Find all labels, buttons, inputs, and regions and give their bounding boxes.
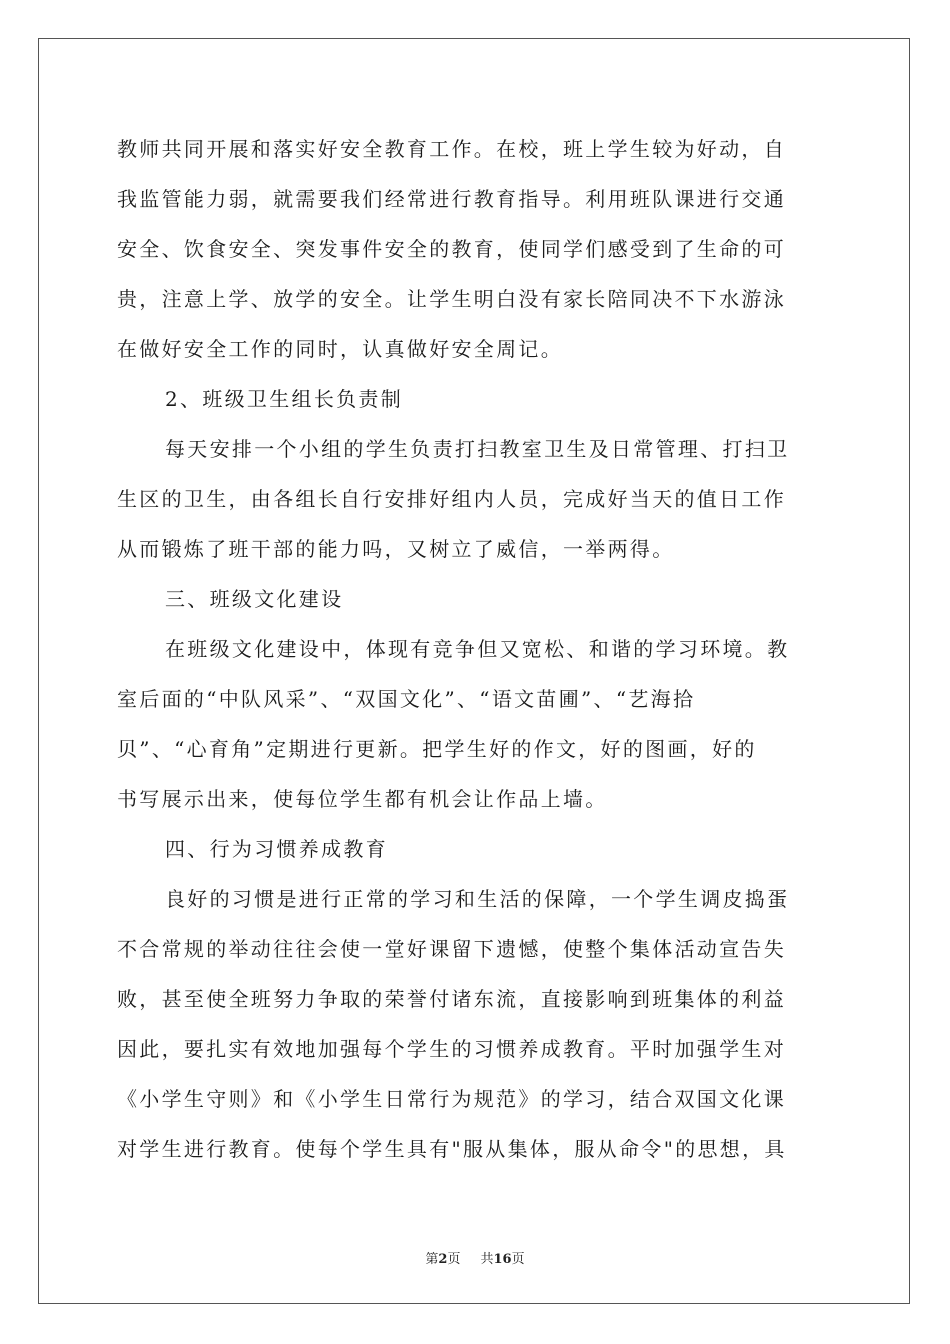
text-line: 对学生进行教育。使每个学生具有"服从集体，服从命令"的思想，具 xyxy=(117,1137,787,1161)
text-line: 在班级文化建设中，体现有竞争但又宽松、和谐的学习环境。教 xyxy=(165,637,790,661)
text-line: 不合常规的举动往往会使一堂好课留下遗憾，使整个集体活动宣告失 xyxy=(117,937,786,961)
text-line: 良好的习惯是进行正常的学习和生活的保障，一个学生调皮捣蛋 xyxy=(165,887,790,911)
text-line: 败，甚至使全班努力争取的荣誉付诸东流，直接影响到班集体的利益 xyxy=(117,987,786,1011)
section-heading: 四、行为习惯养成教育 xyxy=(165,837,388,861)
text-line: 安全、饮食安全、突发事件安全的教育，使同学们感受到了生命的可 xyxy=(117,237,786,261)
text-line: 因此，要扎实有效地加强每个学生的习惯养成教育。平时加强学生对 xyxy=(117,1037,786,1061)
section-heading: 2、班级卫生组长负责制 xyxy=(165,387,404,411)
section-heading: 三、班级文化建设 xyxy=(165,587,344,611)
total-suffix: 页 xyxy=(511,1252,525,1267)
text-line: 我监管能力弱，就需要我们经常进行教育指导。利用班队课进行交通 xyxy=(117,187,786,211)
text-line: 生区的卫生，由各组长自行安排好组内人员，完成好当天的值日工作 xyxy=(117,487,786,511)
text-line: 室后面的“中队风采”、“双国文化”、“语文苗圃”、“艺海拾 xyxy=(117,687,696,711)
page-footer xyxy=(0,1248,950,1267)
text-line: 从而锻炼了班干部的能力吗，又树立了威信，一举两得。 xyxy=(117,537,675,561)
page-number: 2 xyxy=(438,1252,448,1267)
text-line: 贵，注意上学、放学的安全。让学生明白没有家长陪同决不下水游泳 xyxy=(117,287,786,311)
text-line: 《小学生守则》和《小学生日常行为规范》的学习，结合双国文化课 xyxy=(117,1087,786,1111)
page-prefix: 第 xyxy=(425,1252,439,1267)
total-prefix: 共 xyxy=(480,1252,494,1267)
text-line: 在做好安全工作的同时，认真做好安全周记。 xyxy=(117,337,563,361)
text-line: 书写展示出来，使每位学生都有机会让作品上墙。 xyxy=(117,787,608,811)
total-pages: 16 xyxy=(493,1252,512,1267)
page-suffix: 页 xyxy=(447,1252,461,1267)
text-line: 贝”、“心育角”定期进行更新。把学生好的作文，好的图画，好的 xyxy=(117,737,757,761)
text-line: 教师共同开展和落实好安全教育工作。在校，班上学生较为好动，自 xyxy=(117,137,786,161)
text-line: 每天安排一个小组的学生负责打扫教室卫生及日常管理、打扫卫 xyxy=(165,437,790,461)
document-body xyxy=(117,124,837,1174)
